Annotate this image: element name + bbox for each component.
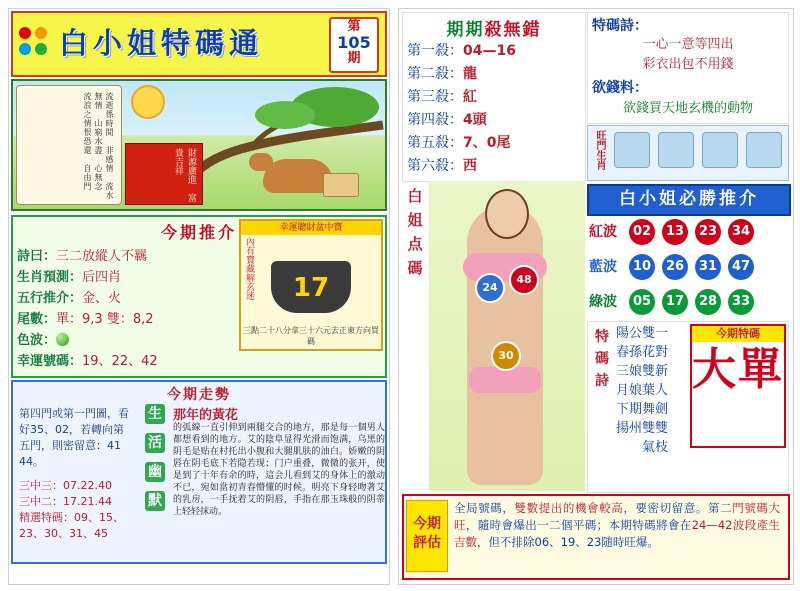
wave-number: 47	[728, 254, 754, 280]
vertical-badge: 生	[145, 404, 165, 424]
wave-label: 藍波	[589, 259, 617, 275]
kill-row: 第一殺：04—16	[407, 43, 516, 59]
wave-number: 31	[695, 254, 721, 280]
recommend-row: 生肖預測：后四肖	[17, 270, 122, 285]
lucky-pot	[239, 219, 383, 351]
pot-graphic	[271, 261, 351, 313]
wave-number: 17	[662, 289, 688, 315]
wave-number: 26	[662, 254, 688, 280]
recommend-list	[17, 246, 241, 372]
tema-poem-line: 氣枝	[616, 440, 669, 455]
wave-number: 10	[629, 254, 655, 280]
lucky-zodiac-label: 旺門生肖	[594, 130, 605, 170]
tema-poem-line: 揚州雙雙	[616, 421, 669, 436]
assessment-text: 全局號碼，雙數提出的機會較高，要密切留意。第二門號碼大旺，隨時會爆出一二個平碼；本期特碼將會在24—42波段產生吉數，但不排除06、19、23随時旺爆。	[454, 501, 781, 549]
recommend-row: 詩曰：三二放縱人不羈	[17, 249, 148, 264]
story-text: 的弧線一直引伸到兩腿交合的地方，那是每一個男人都想看到的地方。艾的陰阜显得光滑而饱满，乌黑的阴毛是贴在村托出小腹和大腿肌肤的油白。娇嫩的阴唇在阴毛底下若隐若现；门户重叠，微微的张开，使是到了十年有余的時，這会儿看到艾的身体上的激动不已，宛如當初青春懵懂的时候。明亮下身轻吻著艾的乳房，一手抚着艾的阴唇，手指在那玉珠般的阴蒂上轻轻抹动。	[173, 423, 385, 517]
wave-label: 紅波	[589, 224, 617, 240]
color-ball-icon	[56, 333, 69, 346]
vertical-badge: 默	[145, 491, 165, 511]
wave-number: 28	[695, 289, 721, 315]
trend-line: 三中二：17.21.44	[19, 495, 112, 508]
baijie-label-text: 白姐点碼	[407, 187, 423, 277]
tema-poem-section	[587, 321, 789, 493]
red-callout-text: 財源廣進 富貴吉祥	[173, 148, 196, 202]
overlay-ball: 48	[509, 265, 539, 295]
pot-header: 幸運聰財盆中寶	[241, 221, 381, 235]
red-callout	[125, 143, 203, 205]
tema-poem-line: 月娘葉人	[616, 383, 669, 398]
kill-row: 第四殺：4頭	[407, 112, 487, 128]
recommend-row: 五行推介：金、火	[17, 291, 122, 306]
vertical-badge: 幽	[145, 462, 165, 482]
wave-numbers	[629, 254, 754, 280]
model-head	[485, 189, 529, 239]
tema-poem-text	[616, 324, 692, 457]
wave-number: 13	[662, 219, 688, 245]
wave-number: 23	[695, 219, 721, 245]
issue-number: 105	[337, 33, 371, 52]
scroll-note	[16, 85, 122, 205]
kill-row: 第六殺：西	[407, 158, 477, 174]
overlay-ball: 30	[491, 341, 521, 371]
issue-badge	[329, 17, 379, 73]
wave-row-blue	[587, 252, 787, 282]
pot-left-text: 內有寶藏解玄迷	[244, 237, 254, 300]
trend-line: 第四門或第一門圖，看	[19, 407, 129, 420]
kill-row: 第二殺：龍	[407, 66, 477, 82]
baijie-label	[402, 184, 428, 344]
illustration	[11, 79, 387, 211]
money-hint-title: 欲錢料：	[592, 80, 648, 96]
special-poem-line: 一心一意等四出	[642, 37, 734, 52]
tema-poem-line: 三娘雙新	[616, 364, 669, 379]
tema-box-value: 大單	[692, 344, 784, 395]
recommend-row: 幸運號碼：19、22、42	[17, 354, 158, 369]
trend-header: 今期走勢	[167, 387, 231, 403]
recommend-row: 尾數：單：9,3 雙：8,2	[17, 312, 154, 327]
special-poem-title: 特碼詩：	[592, 18, 648, 34]
pot-number: 17	[292, 273, 330, 303]
assessment-section	[402, 494, 790, 580]
issue-unit: 期	[347, 51, 361, 66]
zodiac-icon-3	[702, 132, 738, 168]
wave-number: 34	[728, 219, 754, 245]
wave-numbers	[629, 289, 754, 315]
kill-section	[402, 12, 586, 182]
kill-header-a: 期期	[446, 20, 485, 40]
must-win-header-text: 白小姐必勝推介	[619, 189, 759, 209]
tema-poem-label: 特碼詩	[595, 329, 609, 389]
tema-box-header: 今期特碼	[692, 326, 784, 342]
vertical-badge: 活	[145, 433, 165, 453]
trend-section	[11, 380, 387, 564]
left-panel	[8, 8, 390, 585]
lucky-zodiac-section	[587, 125, 789, 181]
wave-number: 05	[629, 289, 655, 315]
zodiac-icon-2	[658, 132, 694, 168]
kill-row: 第三殺：紅	[407, 89, 477, 105]
overlay-ball: 24	[475, 273, 505, 303]
tema-poem-line: 陽公雙一	[616, 326, 669, 341]
trend-lines	[19, 406, 139, 542]
recommend-row: 色波：	[17, 330, 241, 351]
issue-label: 第	[347, 19, 361, 34]
recommend-section	[11, 215, 387, 378]
scroll-text: 流逝係時間 非感情 流水無情 山窮水盡 心無念 流浪之情恨恐還 自由門	[83, 92, 114, 200]
tema-poem-line: 春孫花對	[616, 345, 669, 360]
kill-header	[403, 13, 585, 40]
wave-row-red	[587, 217, 787, 247]
wave-numbers	[629, 219, 754, 245]
special-poem-section	[587, 12, 789, 124]
trend-line: 三中三：07.22.40	[19, 479, 112, 492]
tema-result-box	[690, 324, 786, 448]
trend-line: 好35、02，若轉向第	[19, 423, 124, 436]
story-title: 那年的黃花	[173, 408, 239, 423]
model-photo	[429, 181, 585, 491]
wave-number: 33	[728, 289, 754, 315]
recommend-header: 今期推介	[160, 223, 237, 242]
wave-number: 02	[629, 219, 655, 245]
trend-line: 23、30、31、45	[19, 527, 108, 540]
vertical-badges	[145, 404, 169, 520]
right-panel	[398, 8, 794, 585]
zodiac-icon-1	[614, 132, 650, 168]
must-win-header	[587, 184, 791, 216]
money-hint-line: 欲錢買天地玄機的動物	[622, 101, 753, 116]
kill-header-b: 殺無錯	[484, 20, 542, 40]
zodiac-icon-4	[746, 132, 782, 168]
masthead	[11, 11, 387, 77]
trend-line: 44。	[19, 455, 44, 468]
tema-poem-line: 下期舞劍	[616, 402, 669, 417]
assessment-label: 今期評估	[406, 500, 448, 572]
page-title: 白小姐特碼通	[59, 26, 264, 60]
logo-dots	[19, 27, 53, 61]
trend-line: 精選特碼：09、15、	[19, 511, 124, 524]
pot-caption: 三點二十八分拿三十六元去正東方向買碼	[243, 326, 379, 346]
special-poem-line: 彩衣出包不用錢	[642, 57, 734, 72]
wave-row-green	[587, 287, 787, 317]
kill-row: 第五殺：7、0尾	[407, 135, 511, 151]
trend-line: 五門，則密留意：41	[19, 439, 121, 452]
zodiac-icons	[614, 132, 782, 168]
wave-label: 綠波	[589, 294, 617, 310]
basket-illustration	[323, 173, 359, 197]
